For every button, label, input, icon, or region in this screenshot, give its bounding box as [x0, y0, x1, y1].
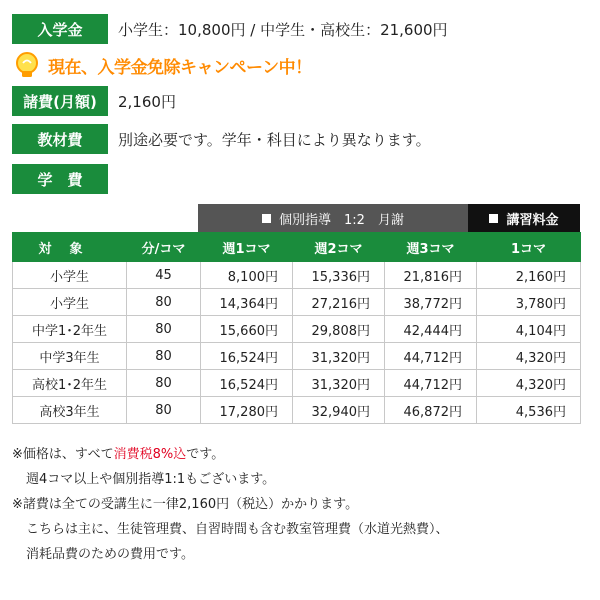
note-text: ※価格は、すべて — [12, 447, 114, 462]
table-cell: 32,940円 — [293, 397, 385, 424]
admission-fee-value: 小学生：10,800円 / 中学生・高校生：21,600円 — [118, 20, 448, 39]
note-line — [12, 442, 449, 467]
column-header: 週2コマ — [293, 233, 385, 262]
table-cell: 45 — [127, 262, 201, 289]
table-cell: 44,712円 — [385, 370, 477, 397]
table-cell: 80 — [127, 289, 201, 316]
table-row — [13, 397, 581, 424]
monthly-fee-label: 諸費(月額) — [12, 86, 108, 116]
table-row — [13, 262, 581, 289]
table-row — [13, 316, 581, 343]
table-cell: 29,808円 — [293, 316, 385, 343]
table-cell: 高校3年生 — [13, 397, 127, 424]
campaign-banner — [12, 50, 312, 80]
table-header-row — [13, 233, 581, 262]
square-icon — [489, 214, 498, 223]
table-cell: 中学1･2年生 — [13, 316, 127, 343]
table-cell: 38,772円 — [385, 289, 477, 316]
table-row — [13, 289, 581, 316]
table-cell: 4,320円 — [477, 343, 581, 370]
table-cell: 15,336円 — [293, 262, 385, 289]
materials-fee-value: 別途必要です。学年・科目により異なります。 — [118, 130, 431, 149]
note-line: ※諸費は全ての受講生に一律2,160円（税込）かかります。 — [12, 497, 359, 512]
table-cell: 21,816円 — [385, 262, 477, 289]
extra-header-label: 講習料金 — [506, 212, 559, 228]
table-cell: 80 — [127, 343, 201, 370]
table-cell: 31,320円 — [293, 370, 385, 397]
table-cell: 3,780円 — [477, 289, 581, 316]
notes — [12, 442, 449, 567]
table-cell: 2,160円 — [477, 262, 581, 289]
tuition-row — [12, 164, 108, 194]
table-cell: 44,712円 — [385, 343, 477, 370]
tuition-label: 学 費 — [12, 164, 108, 194]
note-line: こちらは主に、生徒管理費、自習時間も含む教室管理費（水道光熱費）、 — [26, 522, 449, 537]
table-row — [13, 370, 581, 397]
table-cell: 16,524円 — [201, 343, 293, 370]
column-header: 1コマ — [477, 233, 581, 262]
column-header: 分/コマ — [127, 233, 201, 262]
table-cell: 中学3年生 — [13, 343, 127, 370]
table-cell: 16,524円 — [201, 370, 293, 397]
table-cell: 46,872円 — [385, 397, 477, 424]
monthly-fee-row — [12, 86, 176, 116]
table-cell: 27,216円 — [293, 289, 385, 316]
note-text: です。 — [186, 447, 225, 462]
table-cell: 小学生 — [13, 289, 127, 316]
column-header: 週3コマ — [385, 233, 477, 262]
group-header-label: 個別指導 1:2 月謝 — [279, 212, 404, 228]
table-cell: 14,364円 — [201, 289, 293, 316]
table-cell: 80 — [127, 316, 201, 343]
table-cell: 31,320円 — [293, 343, 385, 370]
table-cell: 80 — [127, 397, 201, 424]
table-cell: 小学生 — [13, 262, 127, 289]
table-cell: 17,280円 — [201, 397, 293, 424]
tuition-table — [12, 232, 581, 424]
group-header — [198, 204, 468, 232]
square-icon — [262, 214, 271, 223]
note-line: 週4コマ以上や個別指導1:1もございます。 — [26, 472, 276, 487]
table-cell: 15,660円 — [201, 316, 293, 343]
tax-included-text: 消費税8%込 — [113, 447, 187, 462]
materials-fee-label: 教材費 — [12, 124, 108, 154]
extra-header — [468, 204, 580, 232]
table-row — [13, 343, 581, 370]
table-cell: 80 — [127, 370, 201, 397]
table-cell: 8,100円 — [201, 262, 293, 289]
monthly-fee-value: 2,160円 — [118, 92, 176, 111]
admission-fee-row — [12, 14, 448, 44]
table-cell: 42,444円 — [385, 316, 477, 343]
table-cell: 高校1･2年生 — [13, 370, 127, 397]
column-header: 週1コマ — [201, 233, 293, 262]
table-cell: 4,104円 — [477, 316, 581, 343]
lightbulb-icon — [12, 50, 42, 80]
table-cell: 4,320円 — [477, 370, 581, 397]
admission-fee-label: 入学金 — [12, 14, 108, 44]
campaign-text: 現在、入学金免除キャンペーン中！ — [48, 57, 312, 78]
materials-fee-row — [12, 124, 431, 154]
column-header: 対象 — [13, 233, 127, 262]
note-line: 消耗品費のための費用です。 — [26, 547, 194, 562]
table-cell: 4,536円 — [477, 397, 581, 424]
